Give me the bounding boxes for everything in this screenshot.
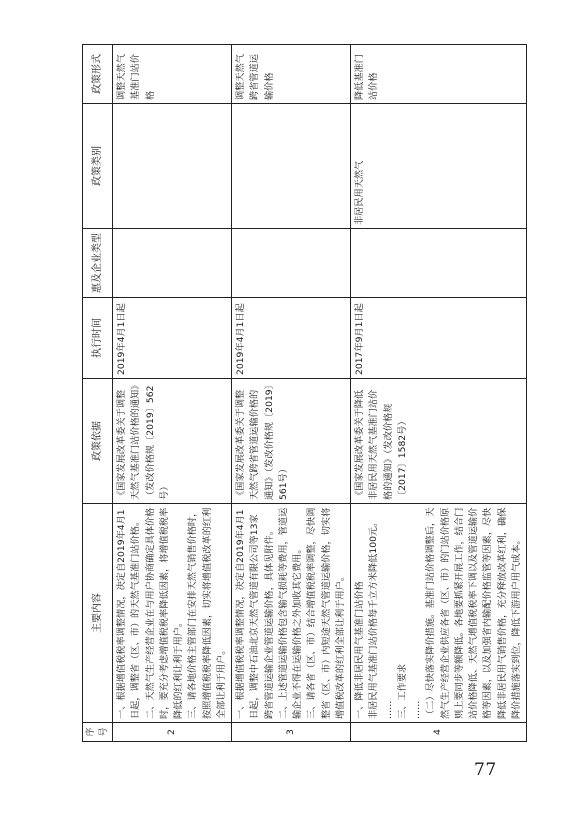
row-basis: 《国家发展改革委关于调整天然气基准门站价格的通知》（发改价格规〔2019〕562号）	[113, 379, 232, 504]
content-paragraph: 一、降低非居民用气基准门站价格	[354, 581, 365, 719]
row-type: 非居民用天然气	[351, 104, 527, 229]
content-paragraph: 一、根据增值税税率调整情况，决定自2019年4月1日起，调整省（区、市）的天然气基准门站价格。	[116, 509, 142, 719]
policy-table	[82, 44, 527, 742]
content-paragraph: ……	[382, 700, 394, 719]
header-enterprise: 惠及企业类型	[83, 229, 113, 298]
row-time: 2017年9月1日起	[351, 298, 527, 379]
content-paragraph: 二、天然气生产经营企业在与用户协商确定具体价格时，要充分考虑增值税税率降低因素，将增值税税率降低的红利让利于用户。	[144, 507, 184, 719]
row-seq: 4	[351, 723, 527, 742]
content-paragraph: ……	[411, 700, 422, 719]
content-paragraph: 一、根据增值税税率调整情况，决定自2019年4月1日起，调整中石油北京天然气管道有限公司等13家跨省管道运输企业管道运输价格，具体见附件。	[235, 509, 275, 719]
table-row	[113, 45, 232, 742]
row-time: 2019年4月1日起	[232, 298, 351, 379]
row-form: 降低基准门站价格	[351, 45, 527, 104]
table-row	[232, 45, 351, 742]
header-type: 政策类别	[83, 104, 113, 229]
content-paragraph: 三、工作要求	[396, 663, 408, 719]
content-paragraph: 非居民用气基准门站价格每千立方米降低100元。	[368, 517, 380, 719]
content-paragraph: 三、请各省（区、市）结合增值税税率调整，尽快调整省（区、市）内短途天然气管道运输价格，切实将增值税改革的红利全部让利于用户。	[306, 507, 346, 719]
table-header-row	[83, 45, 113, 742]
header-form: 政策形式	[83, 45, 113, 104]
content-paragraph: 二、上述管道运输价格包含输气损耗等费用，管道运输企业不得在运输价格之外加收其它费用。	[277, 507, 303, 719]
content-paragraph: （二）尽快落实降价措施。基准门站价格调整后，天然气生产经营企业供应各省（区、市）的门站价格原则上要同步等额降低。各地要抓紧开展工作，结合门站价格降低、天然气增值税税率下调以及管道运输价格等因素，以及加强省内输配价格监管等因素，尽快降低非居民用气销售价格，充分释放改革红利，确保降价措施落实到位，降低下游用户用气成本。	[425, 507, 522, 719]
row-seq: 2	[113, 723, 232, 742]
header-seq: 序号	[83, 723, 113, 742]
row-content	[351, 504, 527, 723]
row-content	[113, 504, 232, 723]
row-enterprise	[351, 229, 527, 298]
row-type	[113, 104, 232, 229]
row-basis: 《国家发展改革委关于调整天然气跨省管道运输价格的通知》（发改价格规〔2019〕561号）	[232, 379, 351, 504]
page-number: 77	[474, 760, 497, 780]
table-row	[351, 45, 527, 742]
row-enterprise	[113, 229, 232, 298]
row-seq: 3	[232, 723, 351, 742]
row-enterprise	[232, 229, 351, 298]
row-type	[232, 104, 351, 229]
row-basis: 《国家发展改革委关于降低非居民用天然气基准门站价格的通知》（发改价格规〔2017〕1582号）	[351, 379, 527, 504]
header-basis: 政策依据	[83, 379, 113, 504]
content-paragraph: 三、请各地价格主管部门在安排天然气销售价格时，按照增值税税率降低因素，切实将增值税改革的红利全部让利于用户。	[187, 507, 227, 719]
row-form: 调整天然气基准门站价格	[113, 45, 232, 104]
header-content: 主要内容	[83, 504, 113, 723]
row-content	[232, 504, 351, 723]
rotated-table-container	[82, 54, 522, 742]
row-time: 2019年4月1日起	[113, 298, 232, 379]
row-form: 调整天然气跨省管道运输价格	[232, 45, 351, 104]
header-time: 执行时间	[83, 298, 113, 379]
